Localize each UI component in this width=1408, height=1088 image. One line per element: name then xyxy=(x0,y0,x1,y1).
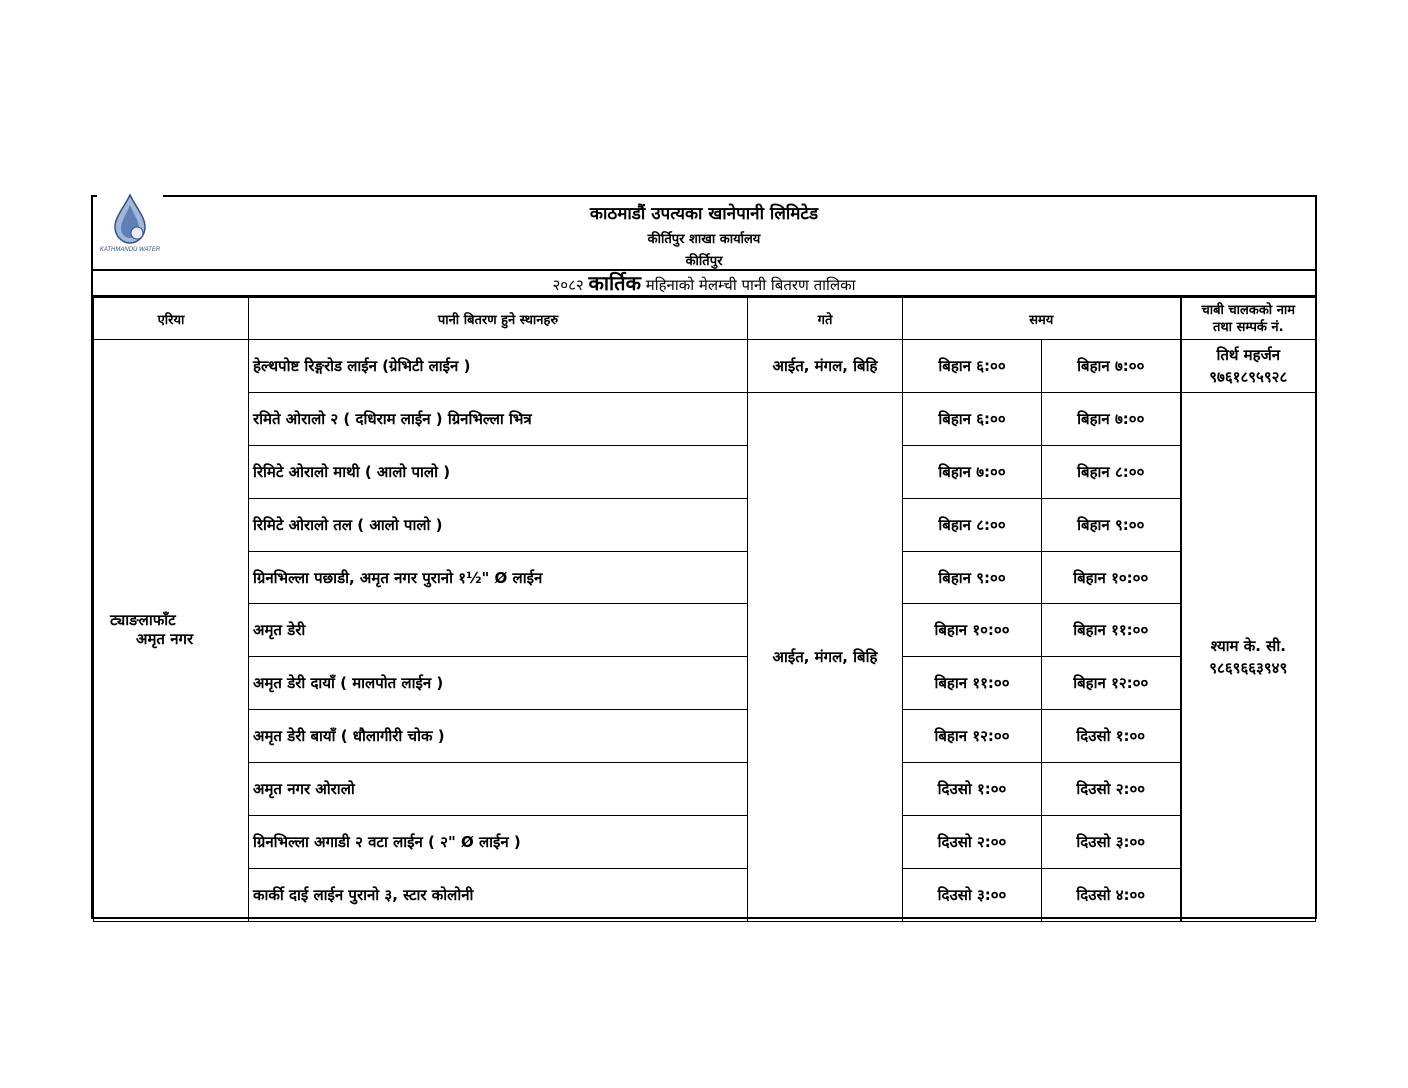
place-cell: हेल्थपोष्ट रिङ्गरोड लाईन (ग्रेभिटी लाईन ) xyxy=(249,340,748,393)
start-time-cell: दिउसो ३:०० xyxy=(903,868,1042,921)
kukl-logo xyxy=(97,191,163,255)
contact-header-line1: चाबी चालकको नाम xyxy=(1201,302,1296,318)
end-time-cell: बिहान ८:०० xyxy=(1042,445,1181,498)
table-header-row xyxy=(94,298,1316,340)
end-time-cell: बिहान ७:०० xyxy=(1042,392,1181,445)
start-time-cell: बिहान ६:०० xyxy=(903,340,1042,393)
col-header-time: समय xyxy=(903,298,1181,340)
start-time-cell: बिहान ११:०० xyxy=(903,657,1042,710)
table-row xyxy=(94,551,1316,604)
table-row xyxy=(94,763,1316,816)
place-cell: रिमिटे ओरालो तल ( आलो पालो ) xyxy=(249,498,748,551)
place-cell: अमृत नगर ओरालो xyxy=(249,763,748,816)
area-name-line2: अमृत नगर xyxy=(136,630,194,649)
place-cell: ग्रिनभिल्ला अगाडी २ वटा लाईन ( २" Ø लाईन ) xyxy=(249,816,748,869)
contact-name: तिर्थ महर्जन xyxy=(1216,345,1281,364)
col-header-contact xyxy=(1181,298,1316,340)
end-time-cell: दिउसो १:०० xyxy=(1042,710,1181,763)
branch-office: कीर्तिपुर शाखा कार्यालय xyxy=(647,232,761,247)
place-cell: रमिते ओरालो २ ( दधिराम लाईन ) ग्रिनभिल्ला भित्र xyxy=(249,392,748,445)
start-time-cell: बिहान ८:०० xyxy=(903,498,1042,551)
table-row xyxy=(94,710,1316,763)
place-cell: कार्की दाई लाईन पुरानो ३, स्टार कोलोनी xyxy=(249,868,748,921)
table-row xyxy=(94,392,1316,445)
area-name-line1: ट्याङलाफाँट xyxy=(110,611,176,630)
start-time-cell: बिहान १०:०० xyxy=(903,604,1042,657)
area-cell xyxy=(94,340,249,922)
col-header-area: एरिया xyxy=(94,298,249,340)
distribution-table xyxy=(93,297,1316,922)
start-time-cell: दिउसो १:०० xyxy=(903,763,1042,816)
contact-cell xyxy=(1181,392,1316,921)
start-time-cell: बिहान ९:०० xyxy=(903,551,1042,604)
end-time-cell: बिहान ९:०० xyxy=(1042,498,1181,551)
start-time-cell: बिहान १२:०० xyxy=(903,710,1042,763)
table-row xyxy=(94,657,1316,710)
schedule-title xyxy=(93,271,1315,297)
logo-text: KATHMANDU WATER xyxy=(99,247,161,253)
end-time-cell: बिहान १२:०० xyxy=(1042,657,1181,710)
title-rest: महिनाको मेलम्ची पानी बितरण तालिका xyxy=(645,276,856,294)
place-cell: अमृत डेरी बायाँ ( धौलागीरी चोक ) xyxy=(249,710,748,763)
title-month: कार्तिक xyxy=(588,271,641,295)
table-row xyxy=(94,340,1316,393)
place-cell: अमृत डेरी दायाँ ( मालपोत लाईन ) xyxy=(249,657,748,710)
end-time-cell: दिउसो ३:०० xyxy=(1042,816,1181,869)
table-row xyxy=(94,604,1316,657)
end-time-cell: बिहान ७:०० xyxy=(1042,340,1181,393)
contact-name: श्याम के. सी. xyxy=(1210,636,1286,655)
branch-location: कीर्तिपुर xyxy=(685,254,723,269)
start-time-cell: दिउसो २:०० xyxy=(903,816,1042,869)
col-header-days: गते xyxy=(748,298,903,340)
start-time-cell: बिहान ७:०० xyxy=(903,445,1042,498)
end-time-cell: दिउसो ४:०० xyxy=(1042,868,1181,921)
end-time-cell: दिउसो २:०० xyxy=(1042,763,1181,816)
contact-header-line2: तथा सम्पर्क नं. xyxy=(1212,319,1284,335)
place-cell: ग्रिनभिल्ला पछाडी, अमृत नगर पुरानो १½" Ø लाईन xyxy=(249,551,748,604)
end-time-cell: बिहान १०:०० xyxy=(1042,551,1181,604)
table-row xyxy=(94,445,1316,498)
org-name: काठमाडौं उपत्यका खानेपानी लिमिटेड xyxy=(589,204,819,224)
contact-cell xyxy=(1181,340,1316,393)
table-row xyxy=(94,816,1316,869)
place-cell: रिमिटे ओरालो माथी ( आलो पालो ) xyxy=(249,445,748,498)
days-cell: आईत, मंगल, बिहि xyxy=(748,392,903,921)
table-row xyxy=(94,868,1316,921)
start-time-cell: बिहान ६:०० xyxy=(903,392,1042,445)
document-header xyxy=(93,197,1315,271)
days-cell: आईत, मंगल, बिहि xyxy=(748,340,903,393)
col-header-places: पानी बितरण हुने स्थानहरु xyxy=(249,298,748,340)
contact-phone: ९८६९६६३९४९ xyxy=(1209,658,1288,677)
place-cell: अमृत डेरी xyxy=(249,604,748,657)
title-year: २०८२ xyxy=(552,276,584,294)
end-time-cell: बिहान ११:०० xyxy=(1042,604,1181,657)
table-row xyxy=(94,498,1316,551)
contact-phone: ९७६१८९५९२८ xyxy=(1209,367,1288,386)
